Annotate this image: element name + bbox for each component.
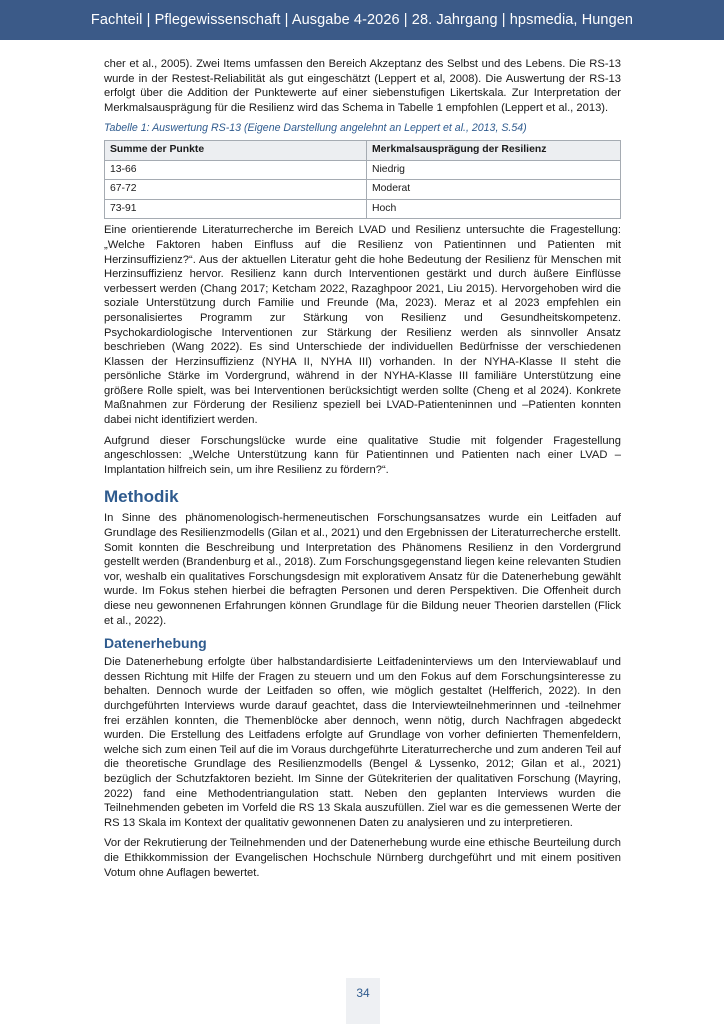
page-number [346, 978, 380, 1024]
table-header-cell: Merkmalsausprägung der Resilienz [367, 140, 621, 160]
intro-paragraph: cher et al., 2005). Zwei Items umfassen den Bereich Akzeptanz des Selbst und des Lebens. Die RS-13 wurde in der Restest-Reliabilität als gut eingeschätzt (Leppert et al, 2008). Die Auswertung der RS-13 erfolgt über die Addition der Punktewerte auf einer siebenstufigen Likertskala. Zur Interpretation der Merkmalsausprägung für die Resilienz wird das Schema in Tabelle 1 empfohlen (Leppert et al., 2013). [104, 58, 621, 114]
table-header-cell: Summe der Punkte [105, 140, 367, 160]
page-number-label: 34 [356, 986, 370, 1000]
table-cell: 13-66 [105, 160, 367, 180]
table-cell: Moderat [367, 180, 621, 200]
subsection-heading-datenerhebung: Datenerhebung [104, 635, 207, 652]
section-heading-methodik: Methodik [104, 487, 179, 507]
body-paragraph: Aufgrund dieser Forschungslücke wurde eine qualitative Studie mit folgender Fragestellung angeschlossen: „Welche Unterstützung kann für Patientinnen und Patienten nach einer LVAD – Implantation hilfreich sein, um ihre Resilienz zu fördern?“. [104, 434, 621, 476]
table-cell: 73-91 [105, 199, 367, 219]
datenerhebung-paragraph: Vor der Rekrutierung der Teilnehmenden und der Datenerhebung wurde eine ethische Beurteilung durch die Ethikkommission der Evangelischen Hochschule Nürnberg durchgeführt und mit einem positiven Votum ohne Auflagen bewertet. [104, 837, 621, 879]
journal-header-bar [0, 0, 724, 40]
table-cell: Niedrig [367, 160, 621, 180]
table-cell: 67-72 [105, 180, 367, 200]
body-paragraph: Eine orientierende Literaturrecherche im Bereich LVAD und Resilienz untersuchte die Fragestellung: „Welche Faktoren haben Einfluss auf die Resilienz von Patientinnen und Patienten mit Herzinsuffizienz?“. Aus der aktuellen Literatur geht die hohe Bedeutung der Resilienz für Menschen mit Herzinsuffizienz hervor. Resilienz kann durch Interventionen gestärkt und durch äußere Einflüsse verbessert werden (Chang 2017; Ketcham 2022, Razaghpoor 2021, Liu 2015). Hervorgehoben wird die soziale Unterstützung durch Familie und Freunde (Ma, 2023). Meraz et al 2023 empfehlen ein personalisiertes Programm zur Stärkung von Resilienz und Gesundheitskompetenz. Psychokardiologische Interventionen zur Stärkung der Resilienz werden als sinnvoller Ansatz beschrieben (Wang 2022). Es sind Unterschiede der individuellen Bedürfnisse der verschiedenen Klassen der Herzinsuffizienz (NYHA II, NYHA III) vorhanden. In der NYHA-Klasse II steht die persönliche Stärke im Vordergrund, während in der NYHA-Klasse III familiäre Unterstützung eine größere Rolle spielt, was bei Interventionen berücksichtigt werden sollte (Cheng et al 2024). Konkrete Maßnahmen zur Förderung der Resilienz speziell bei LVAD-Patienteninnen und –Patienten konnten dabei nicht identifiziert werden. [104, 224, 621, 427]
table-cell: Hoch [367, 199, 621, 219]
rs13-evaluation-table [104, 140, 621, 219]
table-caption: Tabelle 1: Auswertung RS-13 (Eigene Darstellung angelehnt an Leppert et al., 2013, S.54) [104, 122, 527, 135]
article-body [104, 57, 621, 886]
table-row [105, 199, 621, 219]
table-row [105, 160, 621, 180]
datenerhebung-paragraph: Die Datenerhebung erfolgte über halbstandardisierte Leitfadeninterviews um den Interviewablauf und dessen Richtung mit Hilfe der Fragen zu steuern und um den Fokus auf dem Forschungsinteresse zu behalten. Dennoch wurde der Leitfaden so offen, wie möglich gestaltet (Helfferich, 2022). In den durchgeführten Interviews wurde darauf geachtet, dass die Interviewteilnehmerinnen und -teilnehmer frei erzählen konnten, die Themenblöcke aber dennoch, wenn nötig, durch Nachfragen abgedeckt wurden. Die Erstellung des Leitfadens erfolgte auf Grundlage von vorher definierten Themenfeldern, welche sich zum einen Teil auf die im Voraus durchgeführte Literaturrecherche und zum anderen Teil auf die theoretische Grundlage des Resilienzmodells (Bengel & Lyssenko, 2012; Gilan et al., 2021) bezüglich der Schutzfaktoren bezieht. Im Sinne der Gütekriterien der qualitativen Forschung (Mayring, 2022) fand eine Methodentriangulation statt. Neben den geplanten Interviews wurden die Teilnehmenden gebeten im Vorfeld die RS 13 Skala auszufüllen. Ziel war es die gemessenen Werte der RS 13 Skala im Kontext der qualitativ gewonnenen Daten zu analysieren und zu interpretieren. [104, 656, 621, 829]
table-header-row [105, 140, 621, 160]
journal-header-title: Fachteil | Pflegewissenschaft | Ausgabe 4-2026 | 28. Jahrgang | hpsmedia, Hungen [90, 12, 634, 28]
methodik-paragraph: In Sinne des phänomenologisch-hermeneutischen Forschungsansatzes wurde ein Leitfaden auf Grundlage des Resilienzmodells (Gilan et al., 2021) und den Ergebnissen der Literaturrecherche erstellt. Somit konnten die Beschreibung und Interpretation des Phänomens Resilienz in den Vordergrund gestellt werden (Brandenburg et al., 2018). Zum Forschungsgegenstand liegen keine relevanten Studien vor, weshalb ein qualitatives Forschungsdesign mit explorativem Ansatz für die Datenerhebung gewählt wurde. Im Fokus stehen hierbei die befragten Personen und deren Perspektiven. Die Offenheit durch diese neu gewonnenen Erfahrungen können Grundlage für die Bildung neuer Theorien darstellen (Flick et al., 2022). [104, 512, 621, 627]
table-row [105, 180, 621, 200]
